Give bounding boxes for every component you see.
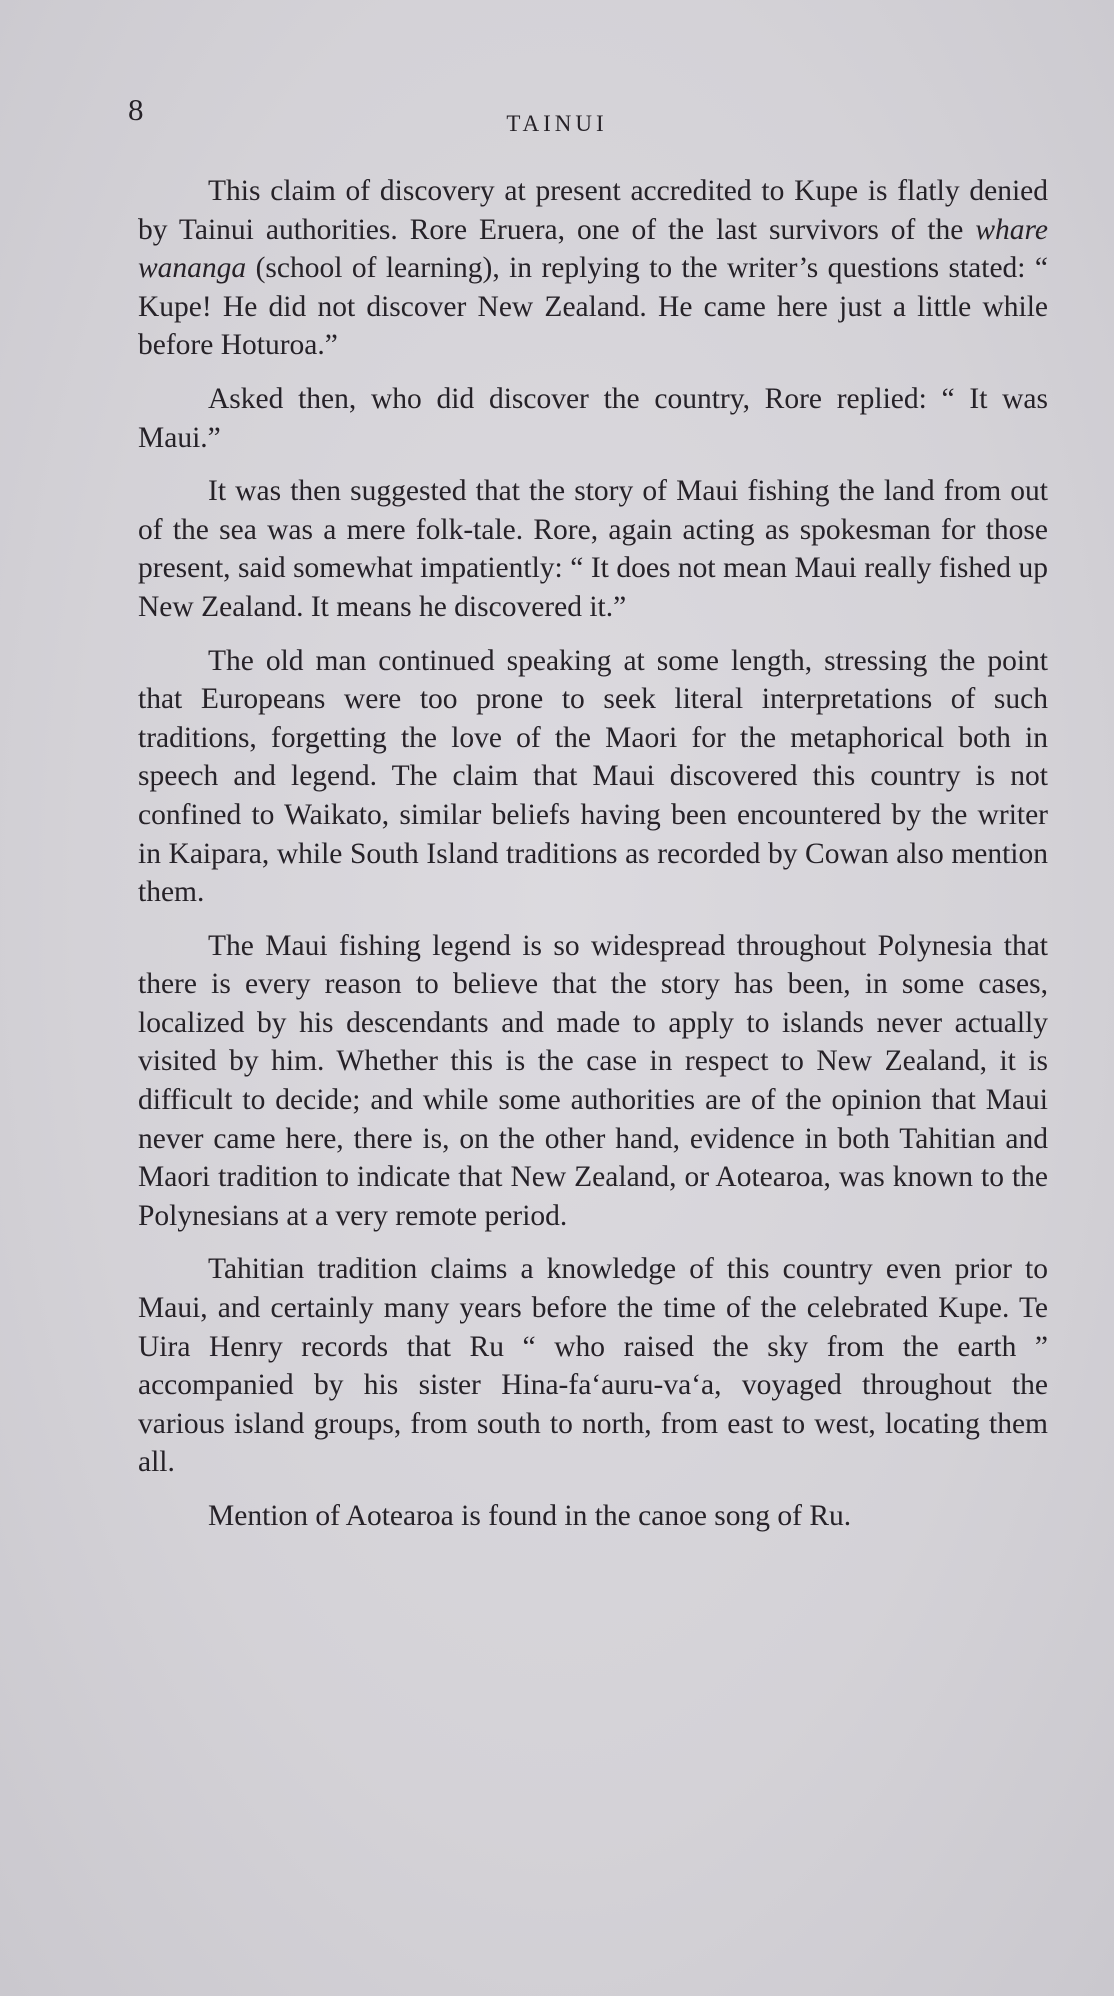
paragraph-maui-legend: The Maui fishing legend is so widespread throughout Polynesia that there is every reason to believe that the story has been, in some cases, localized by his descendants and made to apply to islands never actually visited by him. Whether this is the case in respect to New Zealand, it is difficult to decide; and while some authorities are of the opinion that Maui never came here, there is, on the other hand, evidence in both Tahitian and Maori tradition to indicate that New Zealand, or Aotearoa, was known to the Polynesians at a very remote period. [138,929,1048,1232]
paragraph-tahitian-tradition: Tahitian tradition claims a knowledge of this country even prior to Maui, and certainly many years before the time of the celebrated Kupe. Te Uira Henry records that Ru “ who raised the sky from the earth ” accompanied by his sister Hina-fa‘auru-va‘a, voyaged throughout the various island groups, from south to north, from east to west, locating them all. [138,1253,1048,1479]
paragraph-rore-reply: Asked then, who did discover the country, Rore replied: “ It was Maui.” [138,382,1048,454]
paragraph-folk-tale: It was then suggested that the story of Maui fishing the land from out of the sea was a mere folk-tale. Rore, again acting as spokesman for those present, said somewhat impatiently: “ It does not mean Maui really fished up New Zealand. It means he discovered it.” [138,475,1048,623]
page-number: 8 [128,92,144,127]
paragraph-canoe-song: Mention of Aotearoa is found in the canoe song of Ru. [208,1500,852,1532]
paragraph-old-man: The old man continued speaking at some length, stressing the point that Europeans were too prone to seek literal interpretations of such traditions, forgetting the love of the Maori for the metaphorical both in speech and legend. The claim that Maui discovered this country is not confined to Waikato, similar beliefs having been encountered by the writer in Kaipara, while South Island traditions as recorded by Cowan also mention them. [138,644,1048,909]
running-title: TAINUI [506,111,608,136]
paragraph-kupe-claim [138,172,1048,365]
body-text [138,172,1048,1551]
paragraph-text: (school of learning), in replying to the writer’s questions stated: “ Kupe! He did not discover New Zealand. He came here just a little while before Hoturoa.” [138,252,1048,362]
paragraph-text: This claim of discovery at present accredited to Kupe is flatly denied by Tainui authorities. Rore Eruera, one of the last survivors of the [138,175,1048,246]
italic-term: whare wananga [138,213,1048,285]
